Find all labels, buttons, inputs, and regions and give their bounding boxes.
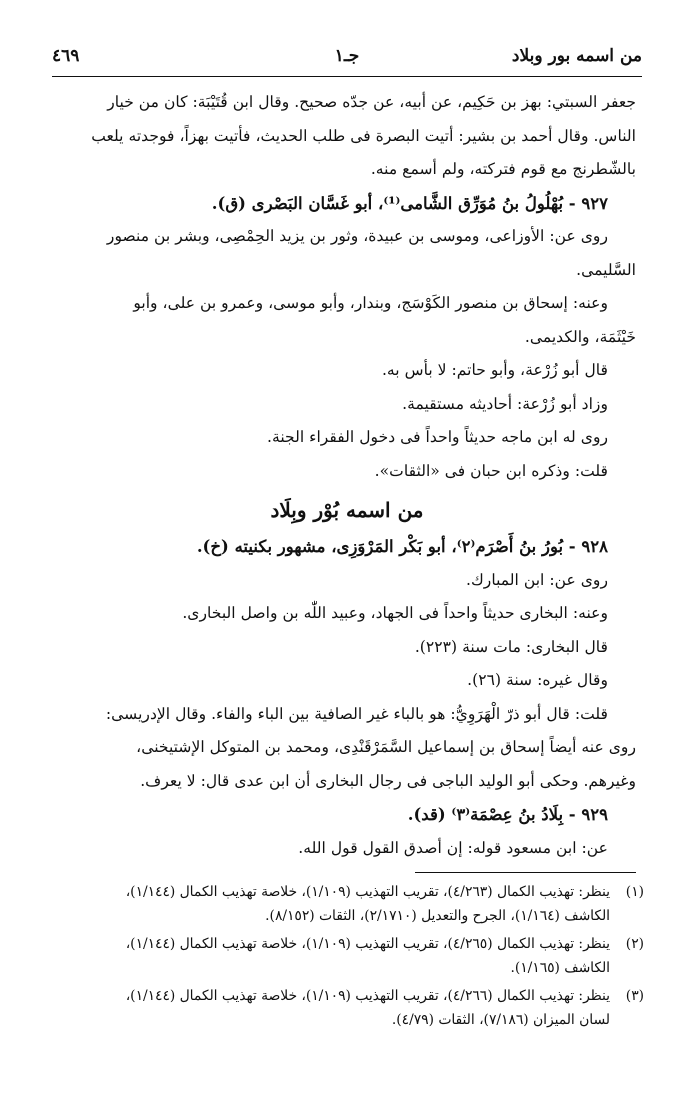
text-line: قال أبو زُرْعة، وأبو حاتم: لا بأس به. [381, 361, 608, 379]
footnote-number: (٣) [625, 988, 644, 1004]
text-line: عن: ابن مسعود قوله: إن أصدق القول قول الله. [298, 838, 608, 857]
text-line: روى عن: ابن المبارك. [465, 570, 608, 589]
text-line: وغيرهم. وحكى أبو الوليد الباجى فى رجال البخارى أن ابن عدى قال: لا يعرف. [140, 771, 636, 790]
footnote [58, 984, 644, 1032]
volume-label: جـ١ [334, 46, 360, 66]
section-title: من اسمه بور وبلاد [511, 46, 642, 66]
entry-927-heading: ٩٢٧ - بُهْلُولُ بنُ مُوَرِّق الشَّامى⁽¹⁾، أبو غَسَّان البَصْرى (ق). [211, 193, 608, 213]
header-divider [52, 76, 642, 77]
text-line: بالشّطرنج مع قوم فتركته، ولم أسمع منه. [370, 160, 636, 178]
text-line: روى له ابن ماجه حديثاً واحداً فى دخول الفقراء الجنة. [267, 428, 608, 446]
text-line: السَّليمى. [576, 260, 636, 279]
text-line: قلت: وذكره ابن حبان فى «الثقات». [374, 461, 608, 480]
footnote-line: لسان الميزان (٧/١٨٦)، الثقات (٤/٧٩). [391, 1012, 610, 1028]
text-line: وقال غيره: سنة (٢٦). [467, 671, 608, 689]
footnote-number: (٢) [625, 936, 644, 952]
footnote-line: ينظر: تهذيب الكمال (٤/٢٦٥)، تقريب التهذيب (١/١٠٩)، خلاصة تهذيب الكمال (١/١٤٤)، [125, 936, 610, 952]
text-line: روى عن: الأوزاعى، وموسى بن عبيدة، وثور بن يزيد الحِمْصِى، وبشر بن منصور [106, 227, 608, 245]
footnote-line: ينظر: تهذيب الكمال (٤/٢٦٦)، تقريب التهذيب (١/١٠٩)، خلاصة تهذيب الكمال (١/١٤٤)، [125, 988, 610, 1004]
footnote-line: الكاشف (١/١٦٤)، الجرح والتعديل (٢/١٧١٠)، الثقات (٨/١٥٢). [265, 908, 610, 924]
text-line: وعنه: إسحاق بن منصور الكَوْسَج، وبندار، وأبو موسى، وعمرو بن على، وأبو [133, 294, 608, 312]
footnote [58, 880, 644, 928]
footnote-line: ينظر: تهذيب الكمال (٤/٢٦٣)، تقريب التهذيب (١/١٠٩)، خلاصة تهذيب الكمال (١/١٤٤)، [125, 884, 610, 900]
footnote-number: (١) [625, 884, 644, 900]
footnote-divider [415, 872, 636, 873]
running-header [52, 40, 642, 76]
text-line: روى عنه أيضاً إسحاق بن إسماعيل السَّمَرْقَنْدِى، ومحمد بن المتوكل الإشتيخنى، [136, 738, 636, 756]
footnotes [58, 880, 644, 1036]
entry-929-heading: ٩٢٩ - بِلَادُ بنُ عِصْمَة⁽٣⁾ (قد). [407, 805, 608, 824]
entry-928-heading: ٩٢٨ - بُورُ بنُ أَصْرَم⁽٢⁾، أبو بَكْر المَرْوَزِى، مشهور بكنيته (خ). [196, 537, 608, 556]
main-text [58, 86, 636, 865]
text-line: وعنه: البخارى حديثاً واحداً فى الجهاد، وعبيد اللّٰه بن واصل البخارى. [182, 604, 608, 622]
text-line: الناس. وقال أحمد بن بشير: أتيت البصرة فى طلب الحديث، فأتيت بهزاً، فوجدته يلعب [91, 126, 636, 145]
text-line: قال البخارى: مات سنة (٢٢٣). [414, 637, 608, 656]
footnote-line: الكاشف (١/١٦٥). [510, 960, 610, 976]
text-line: جعفر السبتي: بهز بن حَكِيم، عن أبيه، عن جدّه صحيح. وقال ابن قُتَيْبَة: كان من خيار [107, 93, 636, 111]
text-line: قلت: قال أبو ذرّ الْهَرَوِيُّ: هو بالباء غير الصافية بين الباء والفاء. وقال الإدريسى: [105, 704, 608, 723]
footnote [58, 932, 644, 980]
page-number: ٤٦٩ [52, 46, 80, 66]
text-line: وزاد أبو زُرْعة: أحاديثه مستقيمة. [402, 394, 608, 413]
text-line: خَيْثَمَة، والكديمى. [524, 327, 636, 346]
section-heading: من اسمه بُوْر وبِلَاد [270, 498, 424, 522]
